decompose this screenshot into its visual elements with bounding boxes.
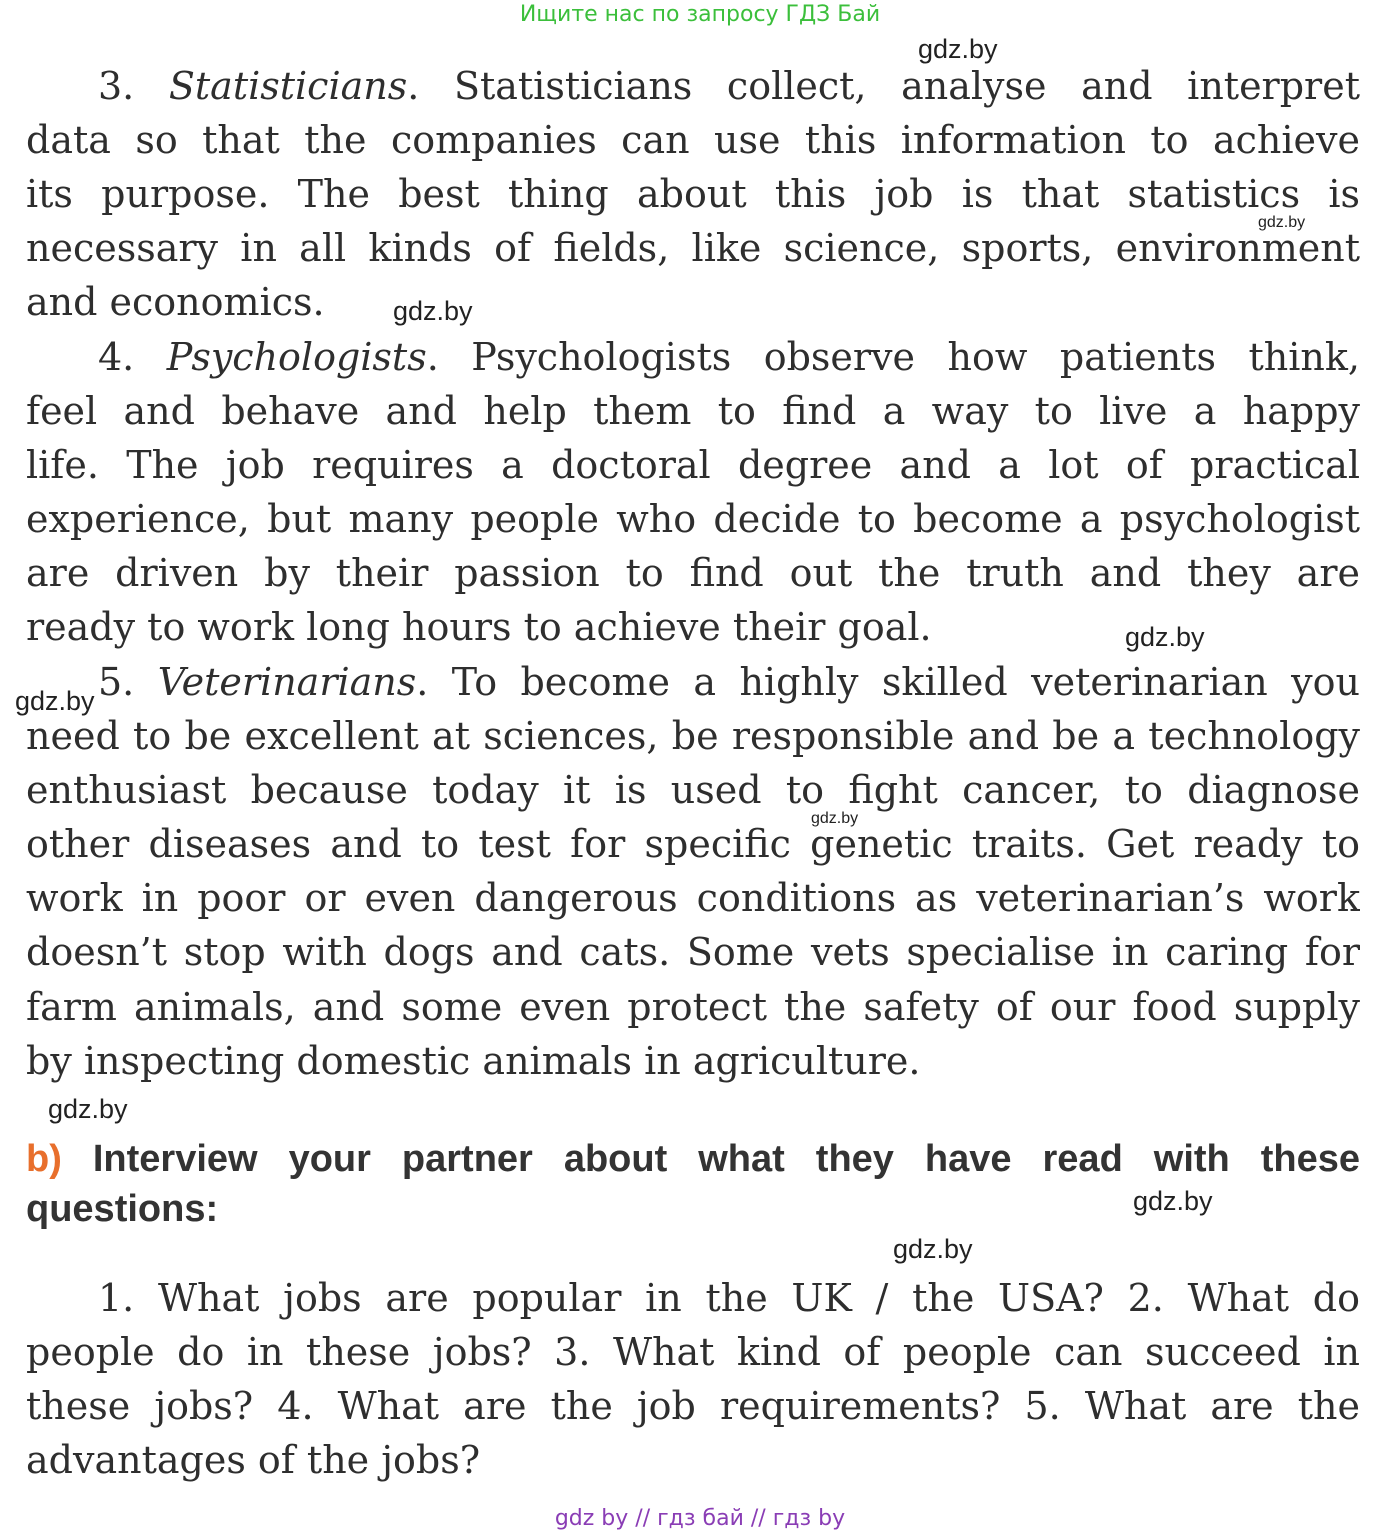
questions-line: people do in these jobs? 3. What kind of people can succeed in [26,1330,1360,1374]
paragraph-text: Psychologists observe how patients think, [471,335,1360,379]
paragraph-line: ready to work long hours to achieve their goal. [26,605,932,649]
watermark: gdz.by [15,686,95,716]
section-number: 5. [98,660,135,704]
paragraph-line: other diseases and to test for specific genetic traits. Get ready to [26,822,1360,866]
section-number: 4. [98,335,135,379]
paragraph-line: enthusiast because today it is used to fight cancer, to diagnose [26,768,1360,812]
section-title: Statisticians [168,64,408,108]
watermark: gdz.by [1133,1186,1213,1216]
paragraph-line: doesn’t stop with dogs and cats. Some vets specialise in caring for [26,930,1360,974]
paragraph-line: work in poor or even dangerous conditions as veterinarian’s work [26,876,1360,920]
section-number: 3. [98,64,135,108]
watermark: gdz.by [811,810,859,827]
task-instruction: questions: [26,1188,219,1230]
paragraph-line: and economics. [26,280,325,324]
task-letter: b) [26,1138,62,1180]
watermark: gdz.by [48,1094,128,1124]
paragraph-line: 4. Psychologists. Psychologists observe how patients think, [98,335,1360,379]
paragraph-line: data so that the companies can use this information to achieve [26,118,1360,162]
task-instruction [26,1134,1360,1184]
paragraph-line: are driven by their passion to find out the truth and they are [26,551,1360,595]
questions-line: 1. What jobs are popular in the UK / the USA? 2. What do [98,1276,1360,1320]
paragraph-line: by inspecting domestic animals in agriculture. [26,1039,921,1083]
paragraph-line: its purpose. The best thing about this job is that statistics is [26,172,1360,216]
site-search-banner: Ищите нас по запросу ГДЗ Бай [519,2,881,27]
task-text: Interview your partner about what they have read with these [92,1138,1360,1180]
paragraph-text: To become a highly skilled veterinarian you [451,660,1360,704]
paragraph-line: 3. Statisticians. Statisticians collect, analyse and interpret [98,64,1360,108]
paragraph-line: 5. Veterinarians. To become a highly skilled veterinarian you [98,660,1360,704]
section-title: Veterinarians [157,660,417,704]
paragraph-line: necessary in all kinds of fields, like science, sports, environment [26,226,1360,270]
questions-line: advantages of the jobs? [26,1438,481,1482]
watermark: gdz.by [1258,214,1306,231]
paragraph-line: experience, but many people who decide to become a psychologist [26,497,1360,541]
watermark: gdz.by [893,1234,973,1264]
watermark: gdz.by [918,34,998,64]
section-title: Psychologists [166,335,427,379]
watermark: gdz.by [393,296,473,326]
paragraph-line: life. The job requires a doctoral degree and a lot of practical [26,443,1360,487]
paragraph-line: feel and behave and help them to find a way to live a happy [26,389,1360,433]
paragraph-line: farm animals, and some even protect the safety of our food supply [26,985,1360,1029]
questions-line: these jobs? 4. What are the job requirements? 5. What are the [26,1384,1360,1428]
paragraph-line: need to be excellent at sciences, be responsible and be a technology [26,714,1360,758]
watermark: gdz.by [1125,622,1205,652]
footer-links: gdz by // гдз бай // гдз by [554,1506,846,1531]
paragraph-text: Statisticians collect, analyse and interpret [453,64,1360,108]
